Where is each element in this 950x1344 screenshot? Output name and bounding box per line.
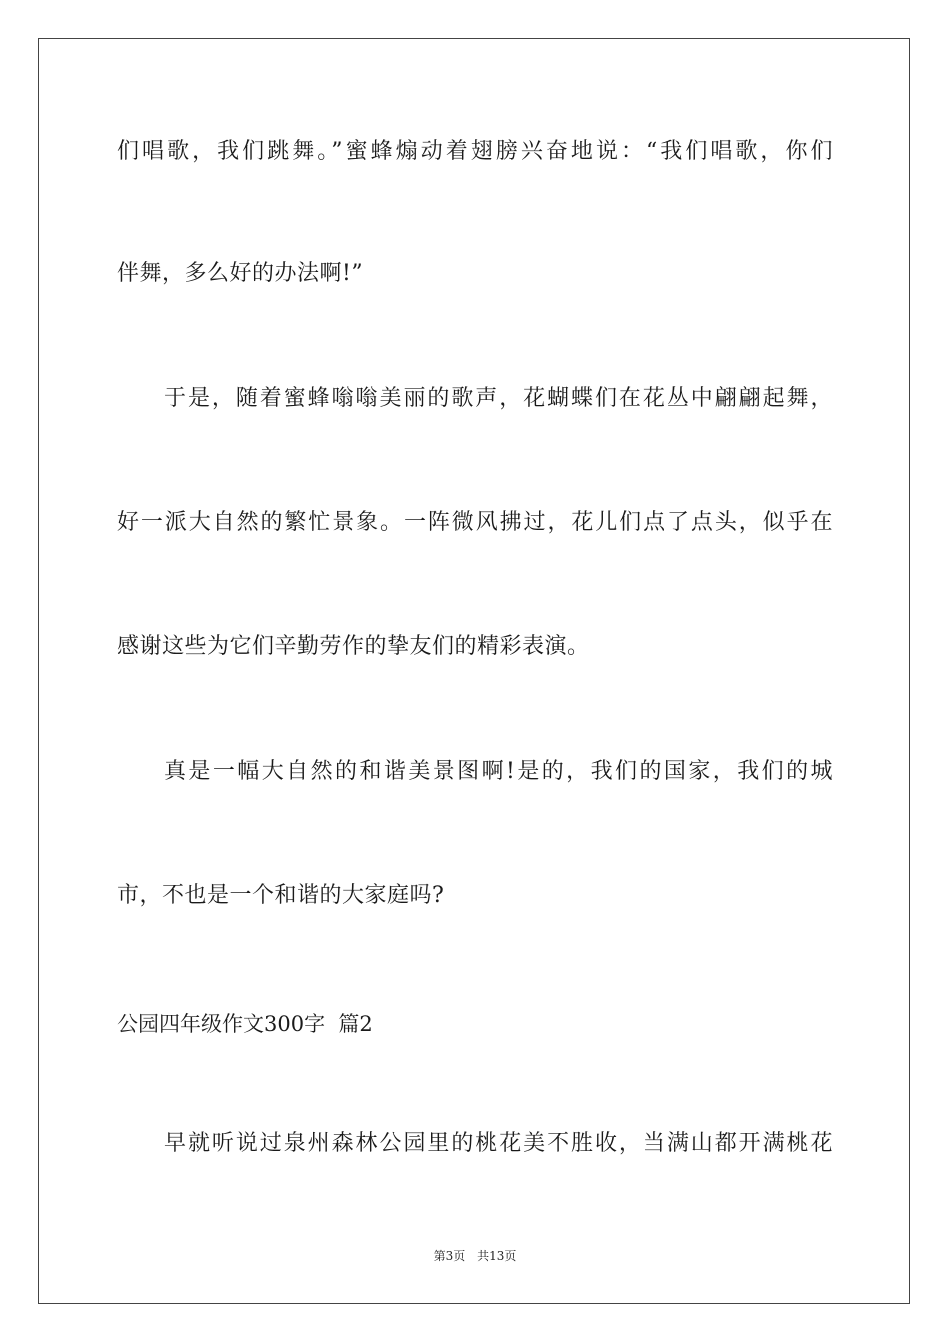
paragraph-line: 好一派大自然的繁忙景象。一阵微风拂过，花儿们点了点头，似乎在 [117, 510, 833, 535]
page-total: 共13页 [477, 1249, 517, 1263]
paragraph-line: 真是一幅大自然的和谐美景图啊!是的，我们的国家，我们的城 [164, 759, 833, 784]
paragraph-line: 感谢这些为它们辛勤劳作的挚友们的精彩表演。 [117, 634, 590, 659]
paragraph-line: 于是，随着蜜蜂嗡嗡美丽的歌声，花蝴蝶们在花丛中翩翩起舞， [164, 386, 833, 411]
section-heading: 公园四年级作文300字 篇2 [117, 1012, 373, 1036]
page-frame [38, 38, 910, 1304]
paragraph-line: 们唱歌，我们跳舞。”蜜蜂煽动着翅膀兴奋地说：“我们唱歌，你们 [117, 139, 833, 164]
page-footer [0, 1248, 950, 1264]
paragraph-line: 伴舞，多么好的办法啊!” [117, 261, 364, 286]
page-number: 第3页 [433, 1249, 466, 1263]
paragraph-line: 市，不也是一个和谐的大家庭吗? [117, 883, 445, 908]
paragraph-line: 早就听说过泉州森林公园里的桃花美不胜收，当满山都开满桃花 [164, 1131, 833, 1156]
